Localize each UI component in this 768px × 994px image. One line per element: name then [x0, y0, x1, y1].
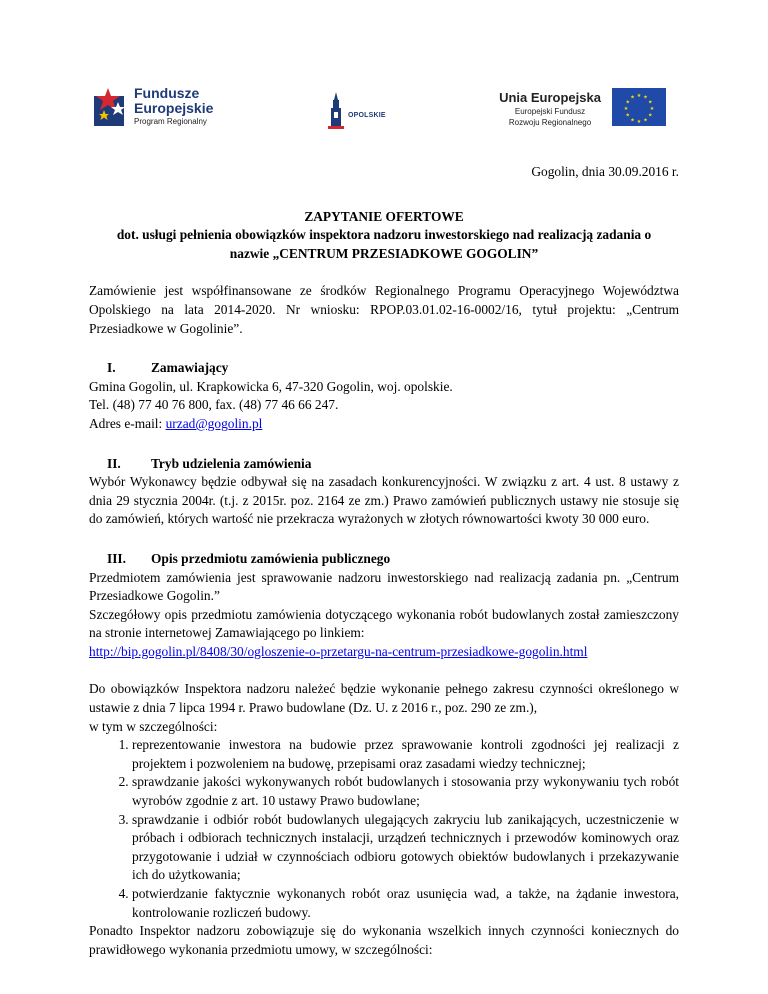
- svg-text:★: ★: [630, 117, 635, 124]
- section-number: II.: [107, 455, 121, 471]
- email-label: Adres e-mail:: [89, 415, 166, 431]
- section-title: Zamawiający: [151, 360, 229, 376]
- unia-europejska-logo: [494, 88, 674, 138]
- svg-text:★: ★: [625, 99, 630, 106]
- section-heading: [89, 359, 679, 378]
- section-title: Tryb udzielenia zamówienia: [151, 455, 312, 471]
- section-tryb: [89, 455, 679, 529]
- email-line: [89, 415, 679, 434]
- section-opis: [89, 550, 679, 959]
- fundusze-europejskie-logo: [94, 84, 244, 138]
- title-line2: dot. usługi pełnienia obowiązków inspektora nadzoru inwestorskiego nad realizacją zadania o: [116, 227, 652, 243]
- opolskie-tower-icon: [326, 92, 346, 134]
- duties-intro: w tym w szczególności:: [89, 718, 218, 734]
- list-item: 2. sprawdzanie jakości wykonywanych robót budowlanych i stosowania przy wykonywaniu tych robót wyrobów zgodnie z art. 10 ustawy Prawo budowlane;: [132, 773, 679, 810]
- fe-logo-line2: Europejskie: [134, 100, 214, 116]
- date-line: Gogolin, dnia 30.09.2016 r.: [531, 164, 679, 179]
- opolskie-logo: [326, 92, 396, 134]
- svg-text:★: ★: [648, 112, 653, 119]
- svg-text:★: ★: [649, 106, 655, 112]
- section-heading: [89, 550, 679, 569]
- section-heading: [89, 455, 679, 474]
- email-link[interactable]: urzad@gogolin.pl: [165, 415, 263, 431]
- fe-logo-line1: Fundusze: [134, 85, 200, 101]
- section-text: Wybór Wykonawcy będzie odbywał się na zasadach konkurencyjności. W związku z art. 4 ust. 8 ustawy z dnia 29 stycznia 2004r. (t.j. z 2015r. poz. 2164 ze zm.) Prawo zamówień publicznych ustawy nie stosuje się do zamówień, których wartość nie przekracza wyrażonych w złotych równowartości kwoty 30 000 euro.: [89, 474, 679, 527]
- svg-text:★: ★: [643, 117, 648, 124]
- svg-text:★: ★: [630, 94, 635, 101]
- additional-duties-paragraph: Ponadto Inspektor nadzoru zobowiązuje się do wykonania wszelkich innych czynności koniecznych do prawidłowego wykonania przedmiotu umowy, w szczególności:: [89, 923, 679, 957]
- title-line1: ZAPYTANIE OFERTOWE: [304, 208, 464, 224]
- details-paragraph: Szczegółowy opis przedmiotu zamówienia dotyczącego wykonania robót budowlanych został zamieszczony na stronie internetowej Zamawiającego po linkiem:: [89, 606, 679, 641]
- duties-paragraph: Do obowiązków Inspektora nadzoru należeć będzie wykonanie pełnego zakresu czynności określonego w ustawie z dnia 7 lipca 1994 r. Prawo budowlane (Dz. U. z 2016 r., poz. 290 ze zm.),: [89, 681, 679, 716]
- section-title: Opis przedmiotu zamówienia publicznego: [151, 550, 391, 566]
- svg-text:★: ★: [648, 99, 653, 106]
- svg-text:★: ★: [623, 106, 629, 112]
- phone-line: Tel. (48) 77 40 76 800, fax. (48) 77 46 66 247.: [89, 397, 339, 413]
- list-item: 1. reprezentowanie inwestora na budowie przez sprawowanie kontroli zgodności jej realizacji z projektem i pozwoleniem na budowę, przepisami oraz zasadami wiedzy technicznej;: [132, 736, 679, 773]
- svg-text:★: ★: [636, 119, 642, 125]
- duties-list: [89, 736, 679, 922]
- fe-stars-mark-icon: [94, 88, 132, 126]
- fe-logo-line3: Program Regionalny: [134, 117, 207, 126]
- link-line: [89, 643, 679, 662]
- svg-text:★: ★: [625, 112, 630, 119]
- list-item: 3. sprawdzanie i odbiór robót budowlanych ulegających zakryciu lub zanikających, uczestniczenie w próbach i odbiorach technicznych instalacji, urządzeń technicznych i przewodów kominowych oraz przygotowanie i udział w czynnościach odbioru gotowych obiektów budowlanych i przekazywanie ich do użytkowania;: [132, 811, 679, 885]
- section-number: III.: [107, 550, 126, 566]
- ue-logo-line1: Unia Europejska: [499, 90, 601, 105]
- document-body: [89, 163, 679, 959]
- opolskie-logo-text: OPOLSKIE: [348, 112, 386, 119]
- address-line: Gmina Gogolin, ul. Krapkowicka 6, 47-320 Gogolin, woj. opolskie.: [89, 378, 453, 394]
- intro-paragraph: Zamówienie jest współfinansowane ze środków Regionalnego Programu Operacyjnego Województwa Opolskiego na lata 2014-2020. Nr wniosku: RPOP.03.01.02-16-0002/16, tytuł projektu: „Centrum Przesiadkowe w Gogolinie”.: [89, 283, 679, 336]
- svg-text:★: ★: [643, 94, 648, 101]
- logo-bar: [0, 0, 768, 150]
- ue-logo-line2: Europejski Fundusz: [514, 107, 586, 116]
- subject-paragraph: Przedmiotem zamówienia jest sprawowanie nadzoru inwestorskiego nad realizacją zadania pn. „Centrum Przesiadkowe Gogolin.”: [89, 569, 679, 604]
- eu-flag-icon: [612, 88, 666, 126]
- section-number: I.: [107, 360, 116, 376]
- list-item: 4. potwierdzanie faktycznie wykonanych robót oraz usunięcia wad, a także, na żądanie inwestora, kontrolowanie rozliczeń budowy.: [132, 885, 679, 922]
- title-line3: nazwie „CENTRUM PRZESIADKOWE GOGOLIN”: [229, 245, 539, 261]
- document-title: [89, 208, 679, 264]
- bip-link[interactable]: http://bip.gogolin.pl/8408/30/ogloszenie-o-przetargu-na-centrum-przesiadkowe-gogolin.html: [89, 643, 588, 659]
- svg-text:★: ★: [636, 93, 642, 99]
- ue-logo-line3: Rozwoju Regionalnego: [508, 118, 592, 127]
- section-zamawiajacy: [89, 359, 679, 433]
